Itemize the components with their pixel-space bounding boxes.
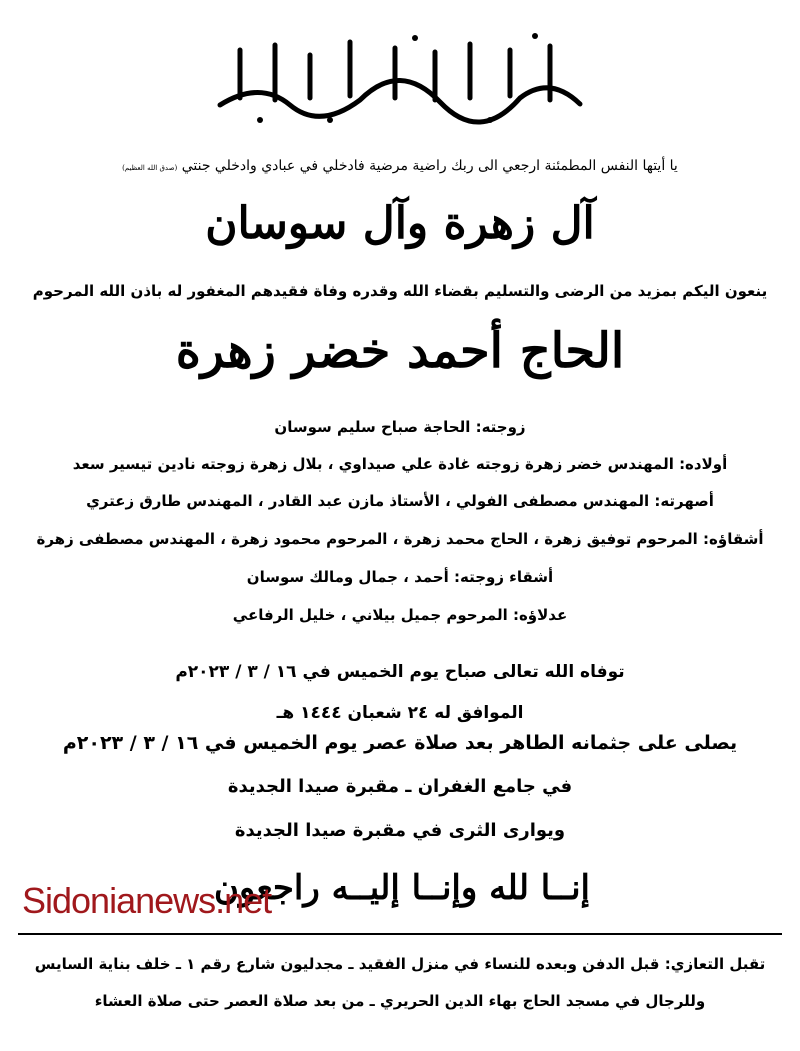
calligraphy-header xyxy=(200,20,600,130)
condolences-women: تقبل التعازي: قبل الدفن وبعده للنساء في منزل الفقيد ـ مجدليون شارع رقم ١ ـ خلف بناية السايس xyxy=(34,955,766,973)
relative-brothers: أشقاؤه: المرحوم توفيق زهرة ، الحاج محمد زهرة ، المرحوم محمود زهرة ، المهندس مصطفى زهرة xyxy=(36,530,764,548)
burial-info: ويوارى الثرى في مقبرة صيدا الجديدة xyxy=(234,820,566,841)
announcement-text: ينعون اليكم بمزيد من الرضى والتسليم بقضاء الله وقدره وفاة فقيدهم المغفور له باذن الله المرحوم xyxy=(32,282,768,300)
verse-text: يا أيتها النفس المطمئنة ارجعي الى ربك راضية مرضية فادخلي في عبادي وادخلي جنتي xyxy=(181,158,678,174)
death-date: توفاه الله تعالى صباح يوم الخميس في ١٦ / ٣ / ٢٠٢٣م xyxy=(175,662,625,682)
watermark-logo: Sidonianews.net xyxy=(22,880,272,921)
deceased-name: الحاج أحمد خضر زهرة xyxy=(175,323,625,379)
closing-phrase: إنــا لله وإنــا إليــه راجعون xyxy=(213,868,590,908)
relative-brothers-in-law: عدلاؤه: المرحوم جميل بيلاني ، خليل الرفاعي xyxy=(232,606,568,624)
relative-wife-brothers: أشقاء زوجته: أحمد ، جمال ومالك سوسان xyxy=(246,568,554,586)
verse-attribution: (صدق الله العظيم) xyxy=(122,164,178,172)
hijri-date: الموافق له ٢٤ شعبان ١٤٤٤ هـ xyxy=(276,703,524,723)
quran-verse xyxy=(0,158,800,174)
families-title: آل زهرة وآل سوسان xyxy=(205,198,595,249)
condolences-men: وللرجال في مسجد الحاج بهاء الدين الحريري ـ من بعد صلاة العصر حتى صلاة العشاء xyxy=(94,992,706,1010)
relative-children: أولاده: المهندس خضر زهرة زوجته غادة علي صيداوي ، بلال زهرة زوجته نادين تيسير سعد xyxy=(72,455,728,473)
section-divider xyxy=(18,933,782,935)
funeral-prayer: يصلى على جثمانه الطاهر بعد صلاة عصر يوم الخميس في ١٦ / ٣ / ٢٠٢٣م xyxy=(62,732,738,754)
relative-wife: زوجته: الحاجة صباح سليم سوسان xyxy=(274,418,526,436)
relative-sons-in-law: أصهرته: المهندس مصطفى الفولي ، الأستاذ مازن عبد القادر ، المهندس طارق زعتري xyxy=(86,492,714,510)
funeral-place: في جامع الغفران ـ مقبرة صيدا الجديدة xyxy=(227,776,573,797)
